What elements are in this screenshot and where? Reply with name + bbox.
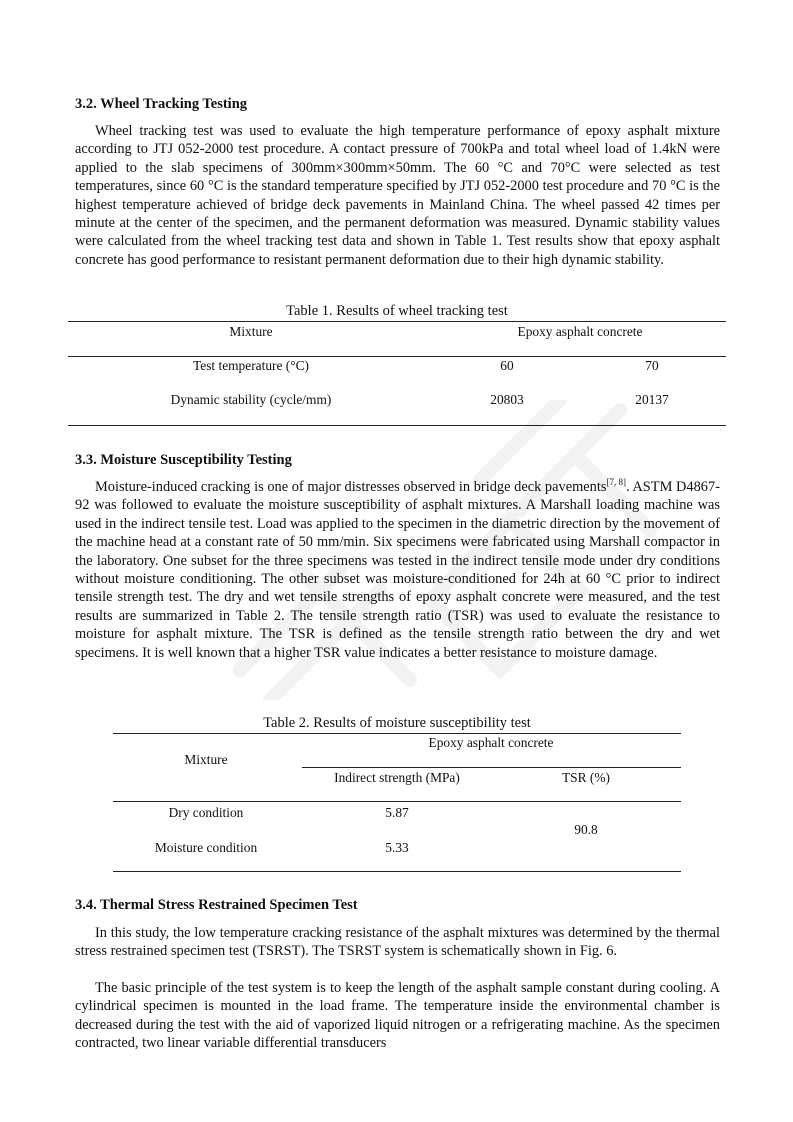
table2-tsr-value: 90.8 <box>574 822 598 837</box>
table2-bottom-rule <box>113 871 681 872</box>
paragraph-tsrst-intro: In this study, the low temperature cracking resistance of the asphalt mixtures was determined by the thermal stress restrained specimen test (TSRST). The TSRST system is schematically shown in Fig. 6. <box>75 925 720 960</box>
table1-bottom-rule <box>68 425 726 426</box>
table2-row1-value: 5.87 <box>385 805 409 820</box>
table2-row2-value: 5.33 <box>385 840 409 855</box>
section-heading-3-3: 3.3. Moisture Susceptibility Testing <box>75 452 292 468</box>
paragraph-moisture-text-a: Moisture-induced cracking is one of major distresses observed in bridge deck pavements <box>95 479 607 495</box>
table2-group-rule <box>302 767 681 768</box>
table2-header-rule <box>113 801 681 802</box>
table2-row1-label: Dry condition <box>168 805 244 820</box>
table2-header-mixture: Mixture <box>184 752 228 767</box>
table2-caption: Table 2. Results of moisture susceptibility test <box>263 715 531 731</box>
paragraph-moisture-susceptibility <box>75 478 720 662</box>
table1-top-rule <box>68 321 726 322</box>
table1-row1-value2: 70 <box>645 358 659 373</box>
table1-row1-value1: 60 <box>500 358 514 373</box>
table2-header-group: Epoxy asphalt concrete <box>428 735 554 750</box>
table1-row1-label: Test temperature (°C) <box>193 358 309 373</box>
section-heading-3-2: 3.2. Wheel Tracking Testing <box>75 96 248 112</box>
table2-header-indirect-strength: Indirect strength (MPa) <box>334 770 460 785</box>
citation-ref: [7, 8] <box>606 477 626 488</box>
table1-row2-label: Dynamic stability (cycle/mm) <box>170 392 332 407</box>
table2-row2-label: Moisture condition <box>154 840 258 855</box>
section-heading-3-4: 3.4. Thermal Stress Restrained Specimen Test <box>75 897 358 913</box>
table2-header-tsr: TSR (%) <box>562 770 610 785</box>
table1-row2-value1: 20803 <box>490 392 524 407</box>
table1-header-group: Epoxy asphalt concrete <box>517 324 643 339</box>
table1-row2-value2: 20137 <box>635 392 669 407</box>
table1-caption: Table 1. Results of wheel tracking test <box>286 303 508 319</box>
paragraph-moisture-text-b: . ASTM D4867-92 was followed to evaluate the moisture susceptibility of asphalt mixtures. A Marshall loading machine was used in the indirect tensile test. Load was applied to the specimen in the diametric direction by the movement of the machine head at a constant rate of 50 mm/min. Six specimens were fabricated using Marshall compactor in the laboratory. One subset for the three specimens was tested in the indirect tensile mode under dry conditions without moisture conditioning. The other subset was moisture-conditioned for 24h at 60 °C prior to indirect tensile strength test. The dry and wet tensile strengths of epoxy asphalt concrete were measured, and the test results are summarized in Table 2. The tensile strength ratio (TSR) was used to evaluate the resistance to moisture for asphalt mixture. The TSR is defined as the tensile strength ratio between the dry and wet specimens. It is well known that a higher TSR value indicates a better resistance to moisture damage. <box>75 479 720 661</box>
table1-header-mixture: Mixture <box>229 324 273 339</box>
paragraph-wheel-tracking: Wheel tracking test was used to evaluate the high temperature performance of epoxy asphalt mixture according to JTJ 052-2000 test procedure. A contact pressure of 700kPa and total wheel load of 1.4kN were applied to the slab specimens of 300mm×300mm×50mm. The 60 °C and 70°C were selected as test temperatures, since 60 °C is the standard temperature specified by JTJ 052-2000 test procedure and 70 °C is the highest temperature achieved of bridge deck pavements in Mainland China. The wheel passed 42 times per minute at the center of the specimen, and the permanent deformation was measured. Dynamic stability values were calculated from the wheel tracking test data and shown in Table 1. Test results show that epoxy asphalt concrete has good performance to resistant permanent deformation due to their high dynamic stability. <box>75 123 720 268</box>
table2-top-rule <box>113 733 681 734</box>
paragraph-tsrst-principle: The basic principle of the test system is to keep the length of the asphalt sample constant during cooling. A cylindrical specimen is mounted in the load frame. The temperature inside the environmental chamber is decreased during the test with the aid of vaporized liquid nitrogen or a refrigerating machine. As the specimen contracted, two linear variable differential transducers <box>75 980 720 1052</box>
table1-header-rule <box>68 356 726 357</box>
